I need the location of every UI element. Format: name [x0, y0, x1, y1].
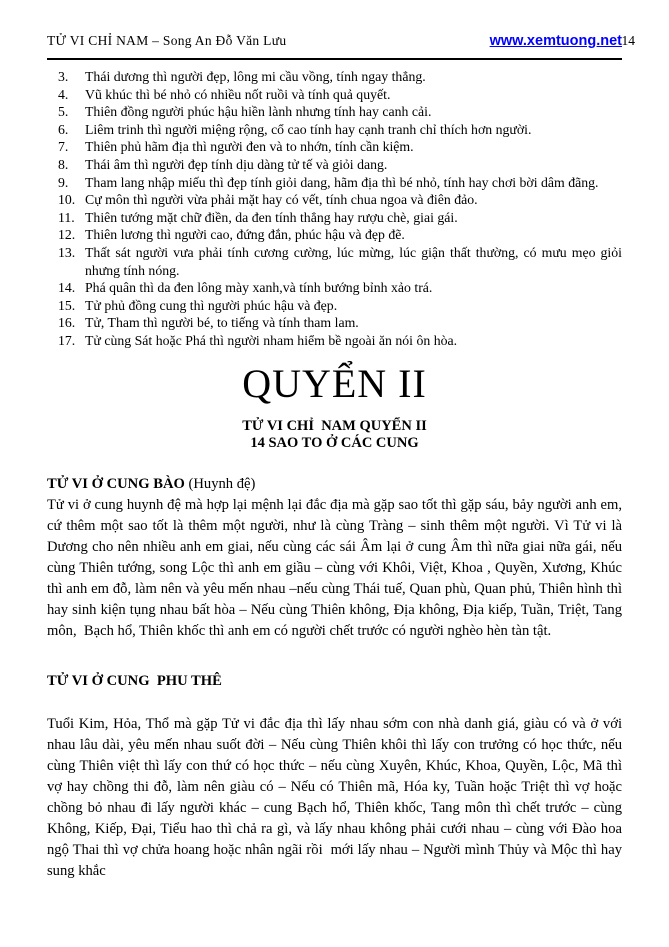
- list-item: [47, 297, 622, 315]
- section-body-text: Tử vi ở cung huynh đệ mà hợp lại mệnh lại đắc địa mà gặp sao tốt thì gặp sáu, bảy người anh em, cứ thêm một sao tốt là thêm một người, như là cùng Tràng – sinh thêm một người. Vì Tử vi là Dương cho nên nhiều anh em giai, nếu cùng các sái Âm lại ở cung Âm thì nữa giai nữa gái, nếu cùng Thiên tướng, song Lộc thì anh em giầu – cùng với Khôi, Việt, Khoa , Quyền, Xương, Khúc thì anh em đỗ, làm nên và yêu mến nhau –nếu cùng Thái tuế, Quan phù, Quan phủ, Thiên hình thì hay sinh kiện tụng nhau bất hòa – Nếu cùng Thiên không, Địa không, Địa kiếp, Tuần, Triệt, Tang môn, Bạch hổ, Thiên khốc thì anh em có người chết trước có người nghèo hèn tàn tật.: [47, 496, 622, 639]
- section-heading-note: (Huynh đệ): [184, 475, 256, 492]
- header-website-link[interactable]: www.xemtuong.net: [489, 33, 622, 49]
- list-item-text: Thiên đồng người phúc hậu hiền lành nhưng tính hay canh cải.: [85, 104, 432, 120]
- subtitle-block: [47, 418, 622, 453]
- list-item: [47, 86, 622, 104]
- header-book-title: TỬ VI CHỈ NAM – Song An Đỗ Văn Lưu: [47, 33, 287, 48]
- list-item-number: 4.: [58, 86, 69, 102]
- list-item: [47, 191, 622, 209]
- list-item-number: 9.: [58, 174, 69, 190]
- list-item: [47, 174, 622, 192]
- section-heading: [47, 474, 622, 495]
- section-heading: [47, 671, 622, 692]
- list-item-text: Thái dương thì người đẹp, lông mi cầu vồng, tính ngay thẳng.: [85, 69, 426, 84]
- list-item-number: 17.: [58, 332, 76, 348]
- list-item: [47, 226, 622, 244]
- section-body-text: Tuổi Kim, Hỏa, Thổ mà gặp Tử vi đắc địa thì lấy nhau sớm con nhà danh giá, giàu có và ở với nhau lâu dài, yêu mến nhau suốt đời – Nếu cùng Thiên khôi thì lấy con trưởng có học thức, nếu cùng Thiên việt thì lấy con thứ có học thức – nếu cùng Xuyên, Khúc, Khoa, Quyền, Lộc, Mã thì vợ hay chồng thi đỗ, làm nên giàu có – Nếu có Thiên mã, Hóa ky, Tuần hoặc Triệt thì vợ hoặc chồng bỏ nhau đi lấy người khác – cung Bạch hổ, Thiên khốc, Tang môn thì chết trước – cùng Không, Kiếp, Đại, Tiểu hao thì chả ra gì, và lấy nhau không phải cưới nhau – cùng với Đào hoa ngộ Thai thì vợ chửa hoang hoặc nhân ngãi rồi mới lấy nhau – Người mình Thủy và Mộc thì hay sung khắc: [47, 715, 622, 879]
- section-cung-phu-the: [47, 671, 622, 882]
- subtitle-line-2: 14 SAO TO Ở CÁC CUNG: [250, 435, 419, 451]
- list-item: [47, 279, 622, 297]
- list-item-number: 15.: [58, 297, 76, 313]
- list-item-number: 16.: [58, 315, 76, 331]
- list-item-text: Tử phủ đồng cung thì người phúc hậu và đẹp.: [85, 297, 338, 313]
- list-item-text: Vũ khúc thì bé nhỏ có nhiều nốt ruồi và tính quả quyết.: [85, 86, 391, 102]
- list-item-text: Phá quân thì da đen lông mày xanh,và tính bướng bỉnh xảo trá.: [85, 280, 433, 296]
- list-item: [47, 244, 622, 279]
- section-heading-title: TỬ VI Ở CUNG BÀO: [47, 475, 185, 492]
- section-heading-title: TỬ VI Ở CUNG PHU THÊ: [47, 672, 222, 689]
- list-item: [47, 68, 622, 86]
- list-item-number: 7.: [58, 139, 69, 155]
- list-item: [47, 121, 622, 139]
- book-title: QUYỂN II: [242, 360, 427, 406]
- list-item-text: Tử cùng Sát hoặc Phá thì người nham hiểm bề ngoài ăn nói ôn hòa.: [85, 332, 458, 348]
- list-item-number: 6.: [58, 121, 69, 137]
- list-item-text: Thiên tướng mặt chữ điền, da đen tính thẳng hay rượu chè, giai gái.: [85, 209, 458, 225]
- list-item-number: 8.: [58, 156, 69, 172]
- list-item-number: 12.: [58, 227, 76, 243]
- header-rule: [47, 58, 622, 60]
- list-item-text: Thái âm thì người đẹp tính dịu dàng tử tế và giỏi dang.: [85, 156, 388, 172]
- list-item-text: Liêm trinh thì người miệng rộng, cổ cao tính hay cạnh tranh chỉ thích hơn người.: [85, 121, 532, 137]
- list-item: [47, 314, 622, 332]
- list-item: [47, 156, 622, 174]
- list-item-number: 5.: [58, 104, 69, 120]
- list-item-text: Thất sát người vưa phải tính cương cường, lúc mừng, lúc giận thất thường, có mưu mẹo giỏi nhưng tính nóng.: [85, 244, 622, 278]
- list-item: [47, 209, 622, 227]
- list-item: [47, 103, 622, 121]
- list-item: [47, 138, 622, 156]
- list-item-text: Tham lang nhập miếu thì đẹp tính giỏi dang, hãm địa thì bé nhỏ, tính hay chơi bời dâm đãng.: [85, 174, 599, 190]
- page-number: 14: [621, 33, 635, 48]
- list-item-text: Cự môn thì người vừa phải mặt hay có vết, tính chua ngoa và điên đảo.: [85, 192, 478, 208]
- list-item-number: 11.: [58, 209, 75, 225]
- list-item-number: 14.: [58, 280, 76, 296]
- list-item-number: 13.: [58, 244, 76, 260]
- subtitle-line-1: TỬ VI CHỈ NAM QUYỂN II: [242, 417, 427, 434]
- list-item-text: Tử, Tham thì người bé, to tiếng và tính tham lam.: [85, 315, 359, 331]
- list-item-number: 3.: [58, 69, 69, 84]
- list-item-text: Thiên phủ hãm địa thì người đen và to nhớn, tính cần kiệm.: [85, 139, 414, 155]
- list-item-text: Thiên lương thì người cao, đứng đắn, phúc hậu và đẹp đẽ.: [85, 227, 405, 243]
- list-item: [47, 332, 622, 350]
- section-cung-bao: [47, 474, 622, 642]
- traits-numbered-list: [47, 68, 622, 350]
- page-header: [47, 33, 635, 49]
- list-item-number: 10.: [58, 192, 76, 208]
